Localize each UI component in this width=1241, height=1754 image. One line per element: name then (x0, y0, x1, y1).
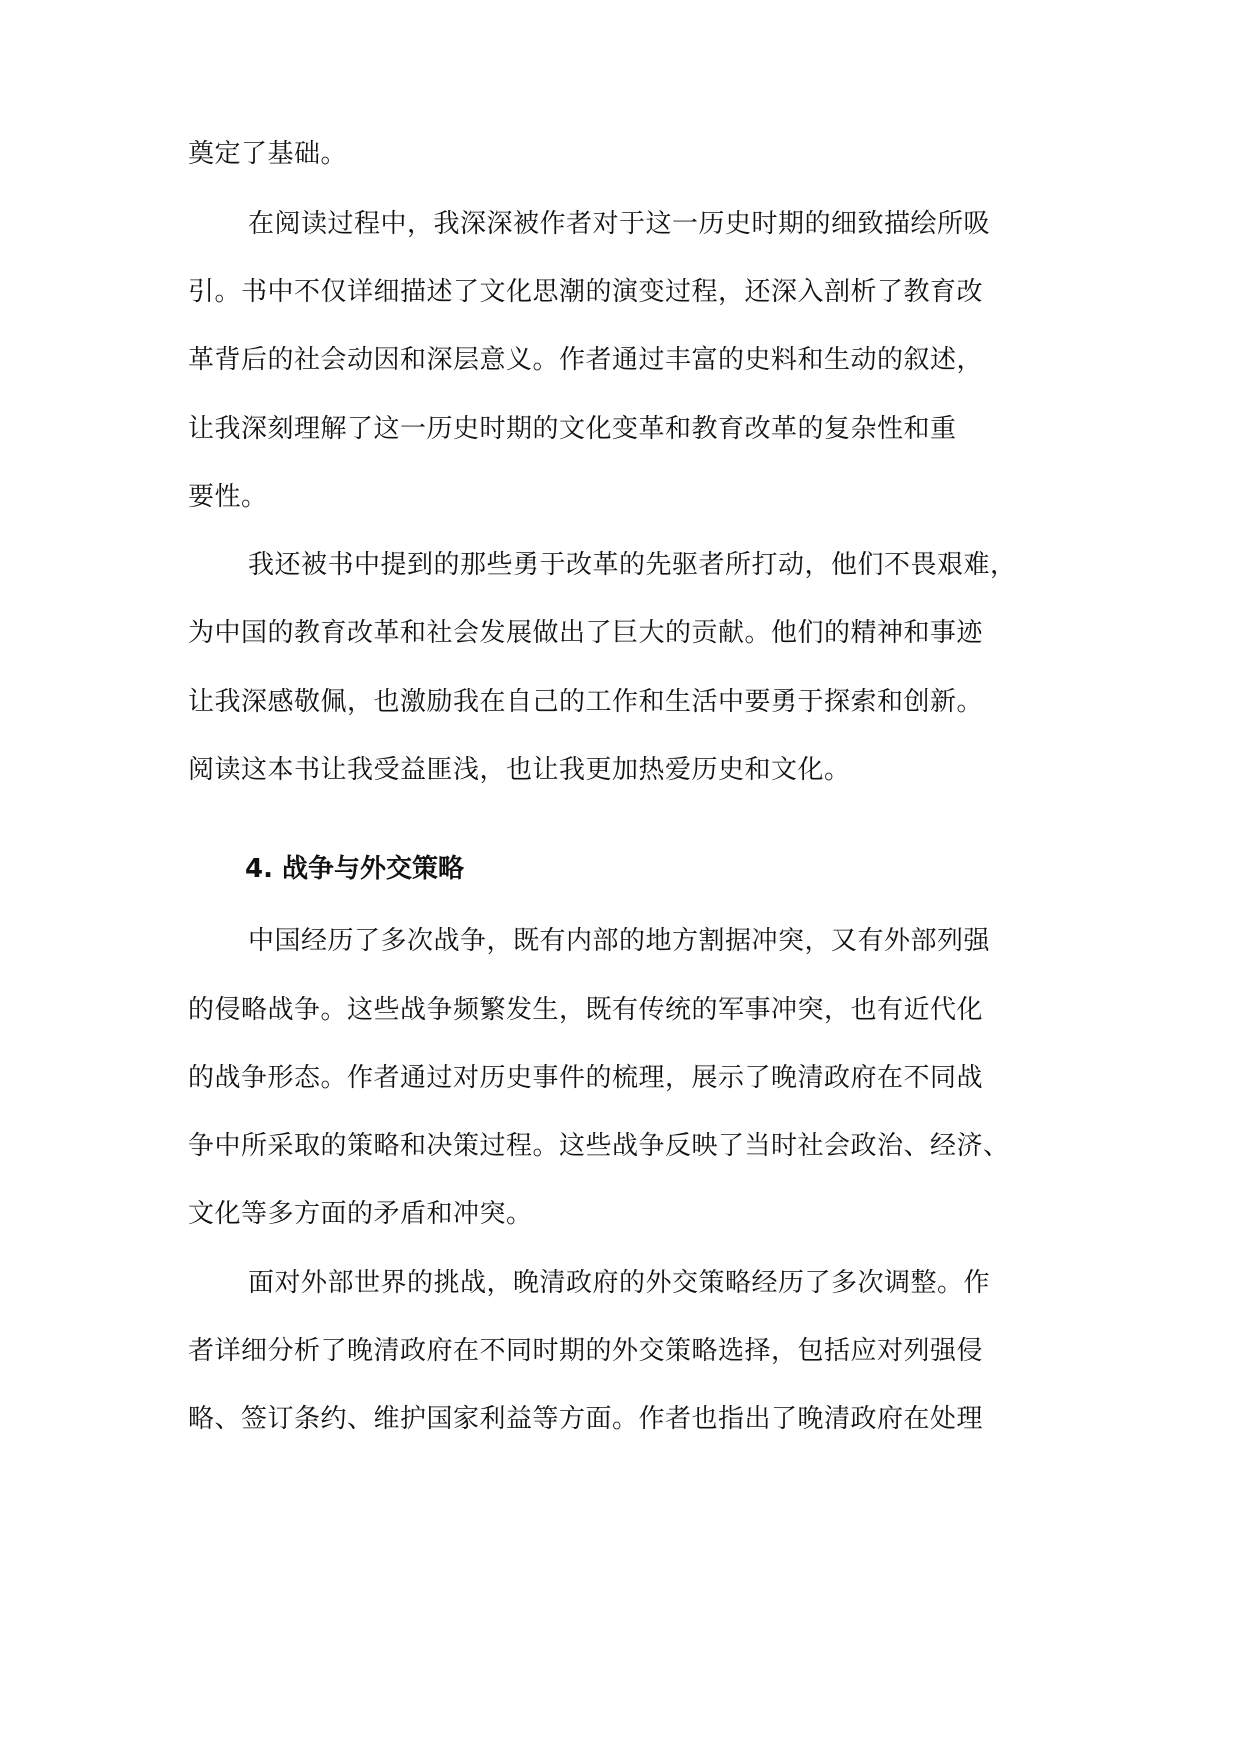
section-heading: 4. 战争与外交策略 (245, 854, 465, 884)
text-line: 者详细分析了晚清政府在不同时期的外交策略选择，包括应对列强侵 (188, 1336, 984, 1366)
text-line: 奠定了基础。 (188, 139, 348, 169)
text-line: 革背后的社会动因和深层意义。作者通过丰富的史料和生动的叙述， (188, 345, 984, 375)
text-line: 略、签订条约、维护国家利益等方面。作者也指出了晚清政府在处理 (188, 1404, 984, 1434)
text-line: 为中国的教育改革和社会发展做出了巨大的贡献。他们的精神和事迹 (188, 618, 984, 648)
text-line: 阅读这本书让我受益匪浅，也让我更加热爱历史和文化。 (188, 755, 851, 785)
text-line: 的侵略战争。这些战争频繁发生，既有传统的军事冲突，也有近代化 (188, 995, 984, 1025)
text-line: 让我深刻理解了这一历史时期的文化变革和教育改革的复杂性和重 (188, 414, 957, 444)
text-line: 要性。 (188, 482, 268, 512)
text-line: 的战争形态。作者通过对历史事件的梳理，展示了晚清政府在不同战 (188, 1063, 984, 1093)
paragraph-start-line: 我还被书中提到的那些勇于改革的先驱者所打动，他们不畏艰难， (248, 550, 1017, 580)
text-line: 引。书中不仅详细描述了文化思潮的演变过程，还深入剖析了教育改 (188, 277, 984, 307)
paragraph-start-line: 面对外部世界的挑战，晚清政府的外交策略经历了多次调整。作 (248, 1268, 991, 1298)
paragraph-start-line: 在阅读过程中，我深深被作者对于这一历史时期的细致描绘所吸 (248, 209, 991, 239)
text-line: 争中所采取的策略和决策过程。这些战争反映了当时社会政治、经济、 (188, 1131, 1010, 1161)
paragraph-start-line: 中国经历了多次战争，既有内部的地方割据冲突，又有外部列强 (248, 926, 991, 956)
text-line: 让我深感敬佩，也激励我在自己的工作和生活中要勇于探索和创新。 (188, 687, 984, 717)
text-line: 文化等多方面的矛盾和冲突。 (188, 1199, 533, 1229)
